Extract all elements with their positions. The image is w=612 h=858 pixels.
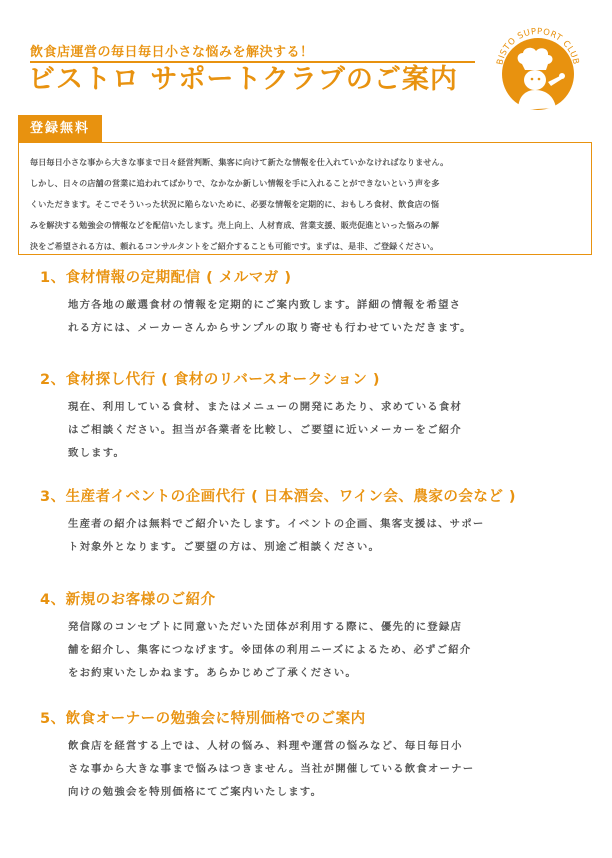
section-line: れる方には、メーカーさんからサンプルの取り寄せも行わせていただきます。 <box>68 322 472 334</box>
intro-line: しかし、日々の店舗の営業に追われてばかりで、なかなか新しい情報を手に入れることができないという声を多 <box>30 178 440 188</box>
section-line: 発信隊のコンセプトに同意いただいた団体が利用する際に、優先的に登録店 <box>68 621 463 633</box>
section-line: ト対象外となります。ご要望の方は、別途ご相談ください。 <box>68 541 381 553</box>
section-title: 1、食材情報の定期配信 ( メルマガ ) <box>40 270 292 286</box>
section-title: 4、新規のお客様のご紹介 <box>40 592 216 608</box>
section-line: 生産者の紹介は無料でご紹介いたします。イベントの企画、集客支援は、サポー <box>68 518 485 530</box>
section-line: 現在、利用している食材、またはメニューの開発にあたり、求めている食材 <box>68 401 463 413</box>
section-title: 3、生産者イベントの企画代行 ( 日本酒会、ワイン会、農家の会など ) <box>40 489 517 505</box>
section-body <box>68 616 578 685</box>
section-line: 地方各地の厳選食材の情報を定期的にご案内致します。詳細の情報を希望さ <box>68 299 462 311</box>
logo-arc-text: BISTO SUPPORT CLUB <box>495 26 581 66</box>
section-body <box>68 396 578 465</box>
section-body <box>68 735 578 804</box>
header-subtitle: 飲食店運営の毎日毎日小さな悩みを解決する！ <box>30 45 314 60</box>
intro-line: 決をご希望される方は、頼れるコンサルタントをご紹介することも可能です。まずは、是非、ご登録ください。 <box>30 241 439 251</box>
free-registration-badge: 登録無料 <box>18 115 102 142</box>
section-line: さな事から大きな事まで悩みはつきません。当社が開催している飲食オーナー <box>68 763 475 775</box>
section-producer-events <box>40 487 580 559</box>
section-line: 致します。 <box>68 447 126 459</box>
section-line: 舗を紹介し、集客につなげます。※団体の利用ニーズによるため、必ずご紹介 <box>68 644 472 656</box>
section-body <box>68 294 578 340</box>
page-title: ビストロ サポートクラブのご案内 <box>28 64 458 95</box>
section-title: 5、飲食オーナーの勉強会に特別価格でのご案内 <box>40 711 366 727</box>
section-body <box>68 513 578 559</box>
intro-line: 毎日毎日小さな事から大きな事まで日々経営判断、集客に向けて新たな情報を仕入れていかなければなりません。 <box>30 157 449 167</box>
section-mail-magazine <box>40 268 580 340</box>
intro-line: みを解決する勉強会の情報などを配信いたします。売上向上、人材育成、営業支援、販売促進といった悩みの解 <box>30 220 440 230</box>
section-title: 2、食材探し代行 ( 食材のリバースオークション ) <box>40 372 381 388</box>
section-ingredient-search <box>40 370 580 465</box>
section-line: 飲食店を経営する上では、人材の悩み、料理や運営の悩みなど、毎日毎日小 <box>68 740 463 752</box>
intro-box <box>18 142 592 255</box>
section-new-customers <box>40 590 580 685</box>
section-owner-seminar <box>40 709 580 804</box>
section-line: 向けの勉強会を特別価格にてご案内いたします。 <box>68 786 323 798</box>
section-line: をお約束いたしかねます。あらかじめご了承ください。 <box>68 667 357 679</box>
intro-line: くいただきます。そこでそういった状況に陥らないために、必要な情報を定期的に、おもしろ食材、飲食店の悩 <box>30 199 440 209</box>
section-line: はご相談ください。担当が各業者を比較し、ご要望に近いメーカーをご紹介 <box>68 424 462 436</box>
club-logo <box>488 20 588 120</box>
